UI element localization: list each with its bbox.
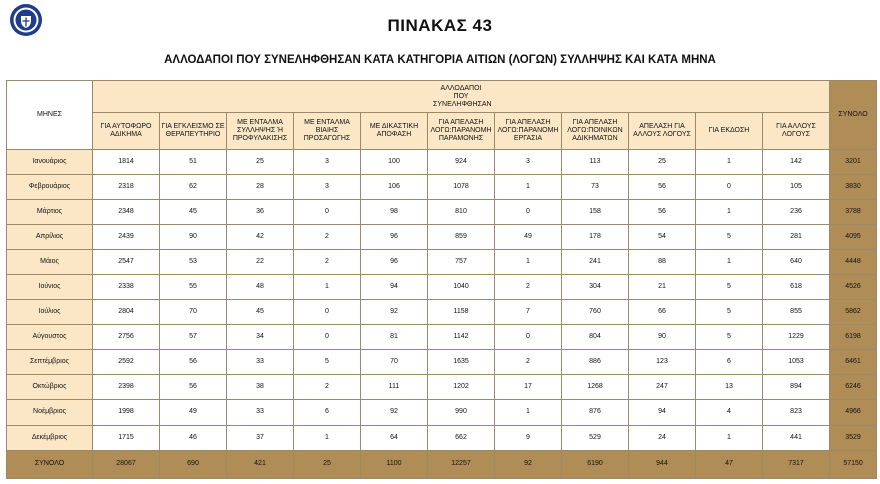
value-cell: 823	[763, 400, 830, 425]
value-cell: 2	[495, 350, 562, 375]
sum-row	[7, 450, 877, 478]
value-cell: 92	[361, 300, 428, 325]
value-cell: 9	[495, 425, 562, 450]
value-cell: 88	[629, 250, 696, 275]
value-cell: 1	[696, 425, 763, 450]
table-row	[7, 200, 877, 225]
value-cell: 53	[160, 250, 227, 275]
column-header: ΓΙΑ ΑΥΤΟΦΩΡΟ ΑΔΙΚΗΜΑ	[93, 113, 160, 150]
table-row	[7, 225, 877, 250]
value-cell: 1078	[428, 175, 495, 200]
value-cell: 64	[361, 425, 428, 450]
column-header: ΓΙΑ ΕΓΚΛΕΙΣΜΟ ΣΕ ΘΕΡΑΠΕΥΤΗΡΙΟ	[160, 113, 227, 150]
month-cell: Οκτώβριος	[7, 375, 93, 400]
value-cell: 57	[160, 325, 227, 350]
month-cell: Νοέμβριος	[7, 400, 93, 425]
value-cell: 56	[160, 375, 227, 400]
value-cell: 1715	[93, 425, 160, 450]
value-cell: 37	[227, 425, 294, 450]
table-row	[7, 350, 877, 375]
value-cell: 924	[428, 150, 495, 175]
value-cell: 1635	[428, 350, 495, 375]
value-cell: 66	[629, 300, 696, 325]
group-header-text: ΑΛΛΟΔΑΠΟΙ ΠΟΥ ΣΥΝΕΛΗΦΘΗΣΑΝ	[433, 84, 492, 108]
value-cell: 22	[227, 250, 294, 275]
value-cell: 0	[696, 175, 763, 200]
value-cell: 56	[629, 175, 696, 200]
month-column-header: ΜΗΝΕΣ	[7, 81, 93, 150]
value-cell: 1	[495, 175, 562, 200]
column-header: ΓΙΑ ΑΠΕΛΑΣΗ ΛΟΓΩ:ΠΑΡΑΝΟΜΗ ΕΡΓΑΣΙΑ	[495, 113, 562, 150]
table-row	[7, 250, 877, 275]
value-cell: 2756	[93, 325, 160, 350]
sum-value-cell: 47	[696, 450, 763, 478]
row-total-cell: 3830	[830, 175, 877, 200]
table-row	[7, 400, 877, 425]
page-subtitle: ΑΛΛΟΔΑΠΟΙ ΠΟΥ ΣΥΝΕΛΗΦΘΗΣΑΝ ΚΑΤΑ ΚΑΤΗΓΟΡΙΑ ΑΙΤΙΩΝ (ΛΟΓΩΝ) ΣΥΛΛΗΨΗΣ ΚΑΙ ΚΑΤΑ ΜΗΝΑ	[164, 54, 716, 66]
value-cell: 5	[696, 325, 763, 350]
value-cell: 236	[763, 200, 830, 225]
value-cell: 2338	[93, 275, 160, 300]
value-cell: 25	[629, 150, 696, 175]
value-cell: 28	[227, 175, 294, 200]
value-cell: 45	[227, 300, 294, 325]
month-cell: Δεκέμβριος	[7, 425, 93, 450]
value-cell: 1053	[763, 350, 830, 375]
value-cell: 3	[495, 150, 562, 175]
value-cell: 1229	[763, 325, 830, 350]
value-cell: 1	[495, 250, 562, 275]
value-cell: 2	[294, 225, 361, 250]
value-cell: 42	[227, 225, 294, 250]
value-cell: 1998	[93, 400, 160, 425]
table-row	[7, 275, 877, 300]
value-cell: 618	[763, 275, 830, 300]
value-cell: 2318	[93, 175, 160, 200]
sum-value-cell: 28067	[93, 450, 160, 478]
value-cell: 113	[562, 150, 629, 175]
value-cell: 281	[763, 225, 830, 250]
value-cell: 247	[629, 375, 696, 400]
table-row	[7, 150, 877, 175]
value-cell: 2439	[93, 225, 160, 250]
column-header: ΜΕ ΕΝΤΑΛΜΑ ΣΥΛΛΗΨΗΣ Ή ΠΡΟΦΥΛΑΚΙΣΗΣ	[227, 113, 294, 150]
value-cell: 1	[495, 400, 562, 425]
value-cell: 96	[361, 225, 428, 250]
value-cell: 0	[294, 200, 361, 225]
column-header: ΓΙΑ ΕΚΔΟΣΗ	[696, 113, 763, 150]
value-cell: 111	[361, 375, 428, 400]
value-cell: 859	[428, 225, 495, 250]
value-cell: 90	[160, 225, 227, 250]
column-header: ΜΕ ΔΙΚΑΣΤΙΚΗ ΑΠΟΦΑΣΗ	[361, 113, 428, 150]
value-cell: 62	[160, 175, 227, 200]
value-cell: 990	[428, 400, 495, 425]
row-total-cell: 3529	[830, 425, 877, 450]
table-row	[7, 375, 877, 400]
month-cell: Σεπτέμβριος	[7, 350, 93, 375]
row-total-cell: 3788	[830, 200, 877, 225]
value-cell: 2	[294, 250, 361, 275]
value-cell: 1268	[562, 375, 629, 400]
row-total-cell: 6246	[830, 375, 877, 400]
month-cell: Μάρτιος	[7, 200, 93, 225]
value-cell: 886	[562, 350, 629, 375]
value-cell: 24	[629, 425, 696, 450]
value-cell: 441	[763, 425, 830, 450]
sum-value-cell: 92	[495, 450, 562, 478]
value-cell: 1	[294, 275, 361, 300]
sum-value-cell: 25	[294, 450, 361, 478]
value-cell: 7	[495, 300, 562, 325]
table-row	[7, 325, 877, 350]
value-cell: 21	[629, 275, 696, 300]
value-cell: 876	[562, 400, 629, 425]
sum-value-cell: 421	[227, 450, 294, 478]
value-cell: 49	[160, 400, 227, 425]
value-cell: 1	[696, 250, 763, 275]
column-header: ΑΠΕΛΑΣΗ ΓΙΑ ΑΛΛΟΥΣ ΛΟΓΟΥΣ	[629, 113, 696, 150]
row-total-cell: 4448	[830, 250, 877, 275]
table-row	[7, 300, 877, 325]
sum-value-cell: 944	[629, 450, 696, 478]
value-cell: 90	[629, 325, 696, 350]
value-cell: 45	[160, 200, 227, 225]
value-cell: 760	[562, 300, 629, 325]
value-cell: 529	[562, 425, 629, 450]
value-cell: 757	[428, 250, 495, 275]
value-cell: 94	[361, 275, 428, 300]
value-cell: 36	[227, 200, 294, 225]
value-cell: 3	[294, 150, 361, 175]
value-cell: 49	[495, 225, 562, 250]
value-cell: 2592	[93, 350, 160, 375]
row-total-cell: 6198	[830, 325, 877, 350]
value-cell: 3	[294, 175, 361, 200]
value-cell: 51	[160, 150, 227, 175]
total-column-header: ΣΥΝΟΛΟ	[830, 81, 877, 150]
value-cell: 0	[495, 325, 562, 350]
row-total-cell: 3201	[830, 150, 877, 175]
value-cell: 25	[227, 150, 294, 175]
value-cell: 894	[763, 375, 830, 400]
value-cell: 73	[562, 175, 629, 200]
value-cell: 98	[361, 200, 428, 225]
sum-value-cell: 12257	[428, 450, 495, 478]
value-cell: 5	[696, 225, 763, 250]
value-cell: 810	[428, 200, 495, 225]
month-cell: Απρίλιος	[7, 225, 93, 250]
value-cell: 0	[294, 325, 361, 350]
value-cell: 123	[629, 350, 696, 375]
value-cell: 6	[294, 400, 361, 425]
value-cell: 17	[495, 375, 562, 400]
value-cell: 55	[160, 275, 227, 300]
sum-value-cell: 6190	[562, 450, 629, 478]
value-cell: 56	[629, 200, 696, 225]
column-header: ΓΙΑ ΑΠΕΛΑΣΗ ΛΟΓΩ:ΠΑΡΑΝΟΜΗ ΠΑΡΑΜΟΝΗΣ	[428, 113, 495, 150]
value-cell: 640	[763, 250, 830, 275]
value-cell: 0	[495, 200, 562, 225]
value-cell: 70	[160, 300, 227, 325]
row-total-cell: 4526	[830, 275, 877, 300]
value-cell: 2547	[93, 250, 160, 275]
value-cell: 46	[160, 425, 227, 450]
month-cell: Ιανουάριος	[7, 150, 93, 175]
value-cell: 54	[629, 225, 696, 250]
value-cell: 1	[696, 200, 763, 225]
value-cell: 304	[562, 275, 629, 300]
value-cell: 2	[495, 275, 562, 300]
page-title: ΠΙΝΑΚΑΣ 43	[387, 16, 493, 35]
value-cell: 100	[361, 150, 428, 175]
value-cell: 5	[294, 350, 361, 375]
value-cell: 241	[562, 250, 629, 275]
row-total-cell: 4966	[830, 400, 877, 425]
column-header: ΓΙΑ ΑΛΛΟΥΣ ΛΟΓΟΥΣ	[763, 113, 830, 150]
value-cell: 2	[294, 375, 361, 400]
column-header: ΜΕ ΕΝΤΑΛΜΑ ΒΙΑΙΗΣ ΠΡΟΣΑΓΩΓΗΣ	[294, 113, 361, 150]
month-cell: Αύγουστος	[7, 325, 93, 350]
value-cell: 1814	[93, 150, 160, 175]
table-row	[7, 175, 877, 200]
value-cell: 2398	[93, 375, 160, 400]
month-cell: Φεβρουάριος	[7, 175, 93, 200]
row-total-cell: 6461	[830, 350, 877, 375]
row-total-cell: 5862	[830, 300, 877, 325]
value-cell: 92	[361, 400, 428, 425]
value-cell: 33	[227, 350, 294, 375]
value-cell: 106	[361, 175, 428, 200]
value-cell: 94	[629, 400, 696, 425]
value-cell: 105	[763, 175, 830, 200]
value-cell: 178	[562, 225, 629, 250]
value-cell: 855	[763, 300, 830, 325]
value-cell: 2804	[93, 300, 160, 325]
sum-value-cell: 1100	[361, 450, 428, 478]
value-cell: 1158	[428, 300, 495, 325]
value-cell: 1040	[428, 275, 495, 300]
sum-value-cell: 7317	[763, 450, 830, 478]
value-cell: 38	[227, 375, 294, 400]
value-cell: 81	[361, 325, 428, 350]
grand-total-cell: 57150	[830, 450, 877, 478]
value-cell: 48	[227, 275, 294, 300]
value-cell: 158	[562, 200, 629, 225]
column-header: ΓΙΑ ΑΠΕΛΑΣΗ ΛΟΓΩ:ΠΟΙΝΙΚΩΝ ΑΔΙΚΗΜΑΤΩΝ	[562, 113, 629, 150]
value-cell: 142	[763, 150, 830, 175]
value-cell: 0	[294, 300, 361, 325]
value-cell: 34	[227, 325, 294, 350]
value-cell: 6	[696, 350, 763, 375]
sum-label: ΣΥΝΟΛΟ	[7, 450, 93, 478]
value-cell: 96	[361, 250, 428, 275]
value-cell: 4	[696, 400, 763, 425]
month-cell: Ιούλιος	[7, 300, 93, 325]
table-row	[7, 425, 877, 450]
value-cell: 662	[428, 425, 495, 450]
group-header	[93, 81, 830, 113]
value-cell: 2348	[93, 200, 160, 225]
value-cell: 1202	[428, 375, 495, 400]
value-cell: 33	[227, 400, 294, 425]
arrests-table	[6, 80, 877, 479]
value-cell: 5	[696, 300, 763, 325]
month-cell: Μάιος	[7, 250, 93, 275]
value-cell: 804	[562, 325, 629, 350]
row-total-cell: 4095	[830, 225, 877, 250]
value-cell: 5	[696, 275, 763, 300]
value-cell: 1	[696, 150, 763, 175]
month-cell: Ιούνιος	[7, 275, 93, 300]
value-cell: 1142	[428, 325, 495, 350]
value-cell: 1	[294, 425, 361, 450]
value-cell: 13	[696, 375, 763, 400]
sum-value-cell: 690	[160, 450, 227, 478]
value-cell: 56	[160, 350, 227, 375]
value-cell: 70	[361, 350, 428, 375]
